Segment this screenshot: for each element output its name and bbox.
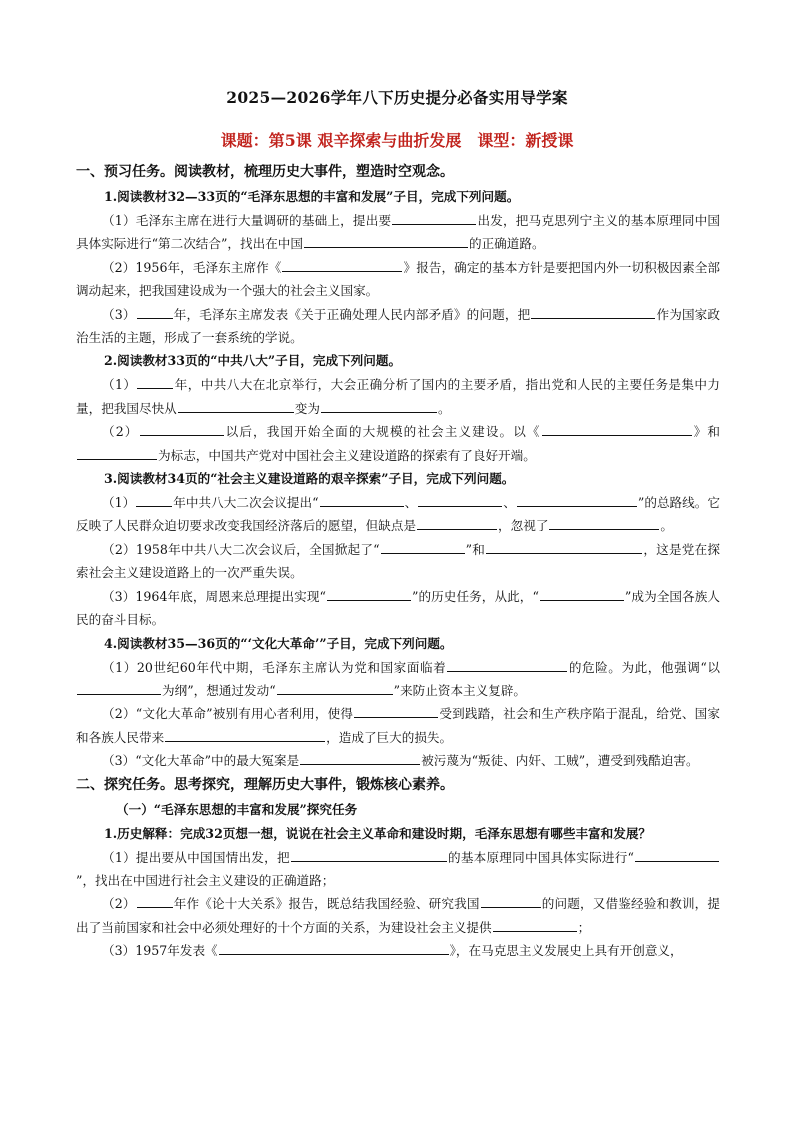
answer-blank[interactable] (531, 304, 655, 319)
question-3-2: （2）1958年中共八大二次会议后，全国掀起了“ ”和 ，这是党在探索社会主义建设道路上的一次严重失误。 (76, 538, 720, 585)
section-1-heading: 一、预习任务。阅读教材，梳理历史大事件，塑造时空观念。 (76, 164, 454, 180)
answer-blank[interactable] (486, 539, 642, 554)
section-2-heading: 二、探究任务。思考探究，理解历史大事件，锻炼核心素养。 (76, 776, 454, 793)
answer-blank[interactable] (540, 586, 624, 601)
question-2-2: （2） 以后，我国开始全面的大规模的社会主义建设。以《 》和为标志，中国共产党对中国社会主义建设道路的探索有了良好开端。 (76, 420, 720, 467)
answer-blank[interactable] (137, 304, 173, 319)
inquiry-question-1: 1.历史解释：完成32页想一想，说说在社会主义革命和建设时期，毛泽东思想有哪些丰富和发展？ (104, 825, 652, 841)
answer-blank[interactable] (304, 233, 468, 248)
answer-blank[interactable] (392, 210, 476, 225)
question-1-heading: 1.阅读教材32—33页的“毛泽东思想的丰富和发展”子目，完成下列问题。 (104, 189, 520, 204)
question-3-heading: 3.阅读教材34页的“社会主义建设道路的艰辛探索”子目，完成下列问题。 (104, 471, 515, 487)
answer-blank[interactable] (219, 940, 449, 955)
answer-blank[interactable] (321, 398, 437, 413)
answer-blank[interactable] (282, 257, 402, 272)
answer-blank[interactable] (291, 847, 447, 862)
inquiry-task-1-heading: （一）“毛泽东思想的丰富和发展”探究任务 (116, 801, 358, 817)
answer-blank[interactable] (77, 445, 157, 460)
answer-blank[interactable] (77, 680, 161, 695)
answer-blank[interactable] (320, 492, 404, 507)
answer-blank[interactable] (481, 893, 541, 908)
answer-blank[interactable] (300, 750, 420, 765)
answer-blank[interactable] (517, 492, 637, 507)
question-1-2: （2）1956年，毛泽东主席作《 》报告，确定的基本方针是要把国内外一切积极因素全部调动起来，把我国建设成为一个强大的社会主义国家。 (76, 256, 720, 303)
answer-blank[interactable] (635, 847, 719, 862)
inquiry-1-1: （1）提出要从中国国情出发，把 的基本原理同中国具体实际进行“”，找出在中国进行社会主义建设的正确道路； (76, 846, 720, 893)
question-3-1: （1） 年中共八大二次会议提出“ 、 、 ”的总路线。它反映了人民群众迫切要求改变我国经济落后的愿望，但缺点是 ，忽视了 。 (76, 491, 720, 538)
lesson-subtitle: 课题：第5课 艰辛探索与曲折发展 课型：新授课 (220, 131, 574, 150)
inquiry-1-2: （2） 年作《论十大关系》报告，既总结我国经验、研究我国 的问题，又借鉴经验和教训，提出了当前国家和社会中必须处理好的十个方面的关系，为建设社会主义提供 ； (76, 892, 720, 939)
answer-blank[interactable] (165, 727, 325, 742)
question-4-heading: 4.阅读教材35—36页的“‘文化大革命’”子目，完成下列问题。 (104, 635, 453, 651)
document-title: 2025—2026学年八下历史提分必备实用导学案 (226, 88, 568, 107)
worksheet-content (76, 160, 720, 963)
answer-blank[interactable] (178, 398, 294, 413)
question-4-2: （2）“文化大革命”被别有用心者利用，使得 受到践踏，社会和生产秩序陷于混乱，给党、国家和各族人民带来 ，造成了巨大的损失。 (76, 702, 720, 749)
answer-blank[interactable] (447, 657, 567, 672)
answer-blank[interactable] (417, 515, 497, 530)
answer-blank[interactable] (327, 586, 411, 601)
answer-blank[interactable] (542, 421, 692, 436)
inquiry-1-3: （3）1957年发表《 》，在马克思主义发展史上具有开创意义， (76, 939, 720, 962)
question-2-1: （1） 年，中共八大在北京举行，大会正确分析了国内的主要矛盾，指出党和人民的主要任务是集中力量，把我国尽快从 变为 。 (76, 373, 720, 420)
answer-blank[interactable] (354, 703, 438, 718)
answer-blank[interactable] (549, 515, 659, 530)
question-4-3: （3）“文化大革命”中的最大冤案是 被污蔑为“叛徒、内奸、工贼”，遭受到残酷迫害。 (76, 749, 720, 772)
answer-blank[interactable] (418, 492, 502, 507)
question-2-heading: 2.阅读教材33页的“中共八大”子目，完成下列问题。 (104, 353, 402, 369)
question-4-1: （1）20世纪60年代中期，毛泽东主席认为党和国家面临着 的危险。为此，他强调“以为纲”，想通过发动“ ”来防止资本主义复辟。 (76, 656, 720, 703)
question-1-3: （3） 年，毛泽东主席发表《关于正确处理人民内部矛盾》的问题，把 作为国家政治生活的主题，形成了一套系统的学说。 (76, 303, 720, 350)
answer-blank[interactable] (381, 539, 465, 554)
answer-blank[interactable] (140, 421, 224, 436)
answer-blank[interactable] (137, 374, 173, 389)
answer-blank[interactable] (137, 893, 173, 908)
answer-blank[interactable] (277, 680, 393, 695)
question-1-1: （1）毛泽东主席在进行大量调研的基础上，提出要 出发，把马克思列宁主义的基本原理同中国具体实际进行“第二次结合”，找出在中国 的正确道路。 (76, 209, 720, 256)
answer-blank[interactable] (136, 492, 172, 507)
question-3-3: （3）1964年底，周恩来总理提出实现“ ”的历史任务，从此，“ ”成为全国各族人民的奋斗目标。 (76, 585, 720, 632)
answer-blank[interactable] (493, 917, 577, 932)
